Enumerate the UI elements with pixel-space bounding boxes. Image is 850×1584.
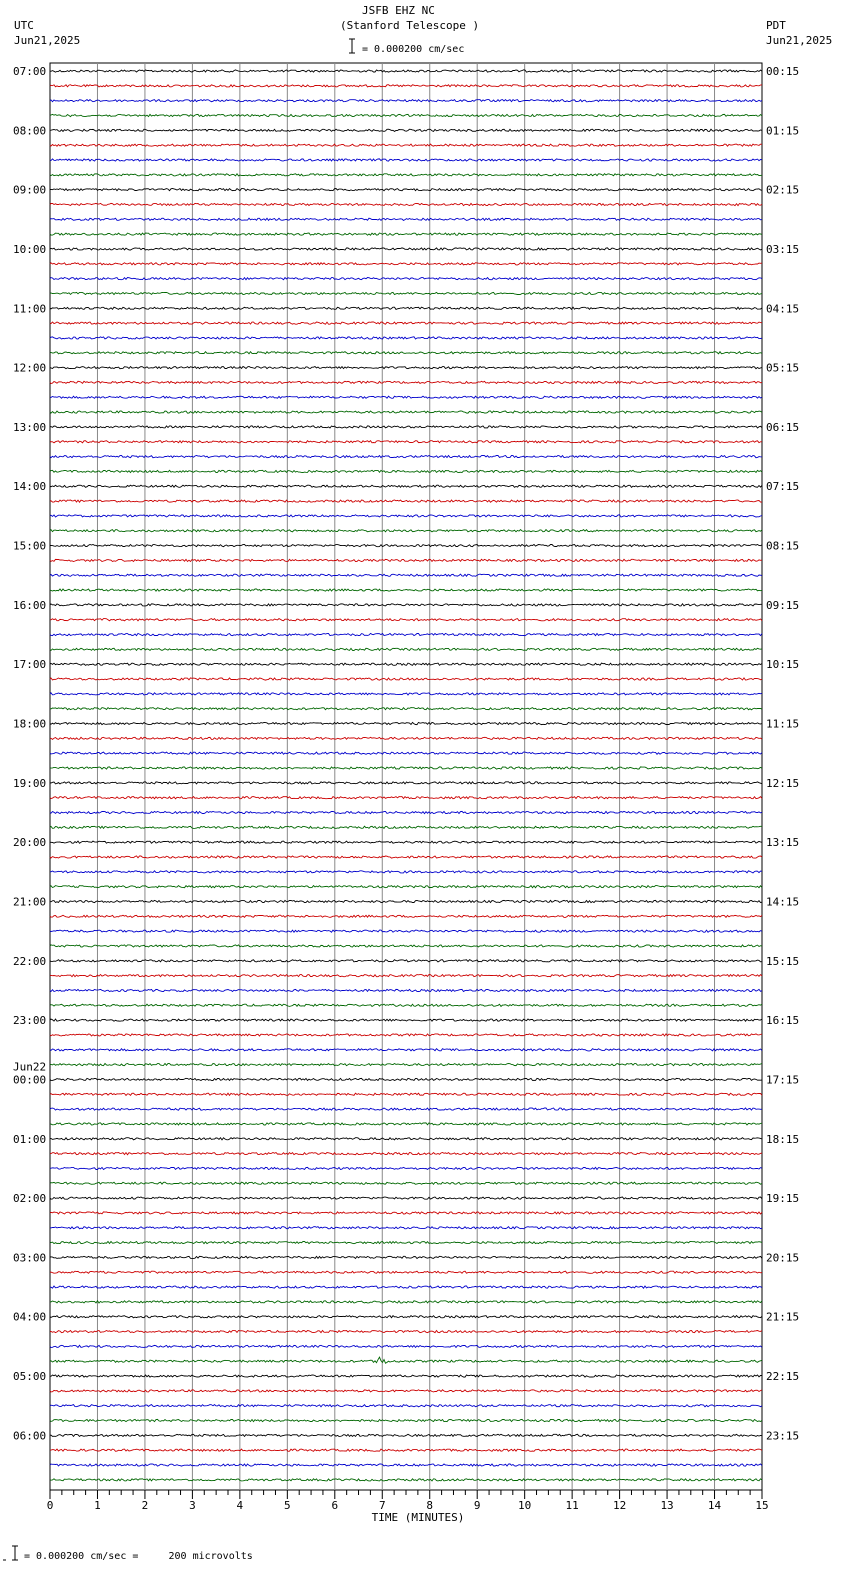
seismic-trace [50,1390,762,1392]
seismic-trace [50,1242,762,1244]
right-date: Jun21,2025 [766,34,833,47]
seismic-trace [50,1419,762,1421]
pdt-hour-label: 13:15 [766,836,800,850]
seismic-trace [50,1271,762,1273]
seismic-trace [50,945,762,947]
seismic-trace [50,871,762,873]
seismic-trace [50,811,762,813]
seismic-trace [50,678,762,680]
x-tick-label: 9 [473,1499,481,1512]
pdt-hour-label: 00:15 [766,65,800,78]
seismic-trace [50,189,762,191]
pdt-hour-label: 22:15 [766,1370,800,1384]
seismic-trace [50,485,762,487]
seismic-trace [50,767,762,769]
seismic-trace [50,1197,762,1199]
utc-hour-label: 07:00 [13,65,47,78]
seismic-trace [50,1345,762,1347]
x-tick-label: 5 [284,1499,291,1512]
seismic-trace [50,1479,762,1481]
x-tick-label: 14 [707,1499,722,1512]
x-tick-label: 11 [565,1499,579,1512]
scale-bar-icon [349,39,355,53]
x-tick-label: 8 [426,1499,434,1512]
seismic-trace [50,693,762,695]
station-title: JSFB EHZ NC [362,4,435,17]
seismic-trace [50,129,762,131]
seismic-trace [50,70,762,72]
seismic-trace [50,203,762,205]
left-date: Jun21,2025 [14,34,81,47]
seismic-trace [50,307,762,309]
seismic-trace [50,589,762,591]
seismic-trace [50,1138,762,1140]
seismic-trace [50,396,762,398]
utc-hour-label: 20:00 [13,836,47,850]
seismic-trace [50,1212,762,1214]
utc-hour-label: 13:00 [13,420,47,434]
seismic-trace [50,1004,762,1006]
utc-hour-label: 21:00 [13,895,47,909]
x-axis-title: TIME (MINUTES) [371,1511,465,1524]
right-timezone: PDT [766,19,786,32]
seismic-trace [50,989,762,991]
utc-hour-label: 17:00 [13,658,47,672]
utc-hour-label: 03:00 [13,1251,47,1265]
seismic-trace [50,441,762,443]
pdt-hour-label: 03:15 [766,242,800,256]
utc-hour-label: 08:00 [13,124,47,138]
seismic-trace [50,1049,762,1051]
x-tick-label: 1 [94,1499,101,1512]
traces [50,70,762,1481]
utc-hour-label: 05:00 [13,1370,47,1384]
seismic-trace [50,856,762,858]
scale-label: = 0.000200 cm/sec [362,44,465,55]
utc-hour-label: 12:00 [13,361,47,375]
seismic-trace [50,826,762,828]
seismic-trace [50,100,762,102]
seismic-trace [50,352,762,354]
plot-frame [50,63,762,1490]
seismic-trace [50,841,762,843]
seismic-trace [50,292,762,294]
x-tick-label: 15 [755,1499,769,1512]
pdt-hour-label: 01:15 [766,124,800,138]
seismic-trace [50,1064,762,1066]
seismic-trace [50,797,762,799]
seismic-trace [50,367,762,369]
seismic-trace [50,1108,762,1110]
seismic-trace [50,1034,762,1036]
seismic-trace [50,1464,762,1466]
left-timezone: UTC [14,19,34,32]
pdt-hour-label: 05:15 [766,361,800,375]
seismic-trace [50,174,762,176]
pdt-hour-label: 08:15 [766,539,800,553]
seismic-trace [50,263,762,265]
x-axis [47,1490,769,1524]
pdt-hour-label: 18:15 [766,1132,800,1146]
seismic-trace [50,1375,762,1377]
seismic-trace [50,500,762,502]
grid [50,63,762,1490]
utc-hour-label: 19:00 [13,776,47,790]
pdt-hour-label: 10:15 [766,658,800,672]
seismic-trace [50,248,762,250]
pdt-hour-label: 04:15 [766,302,800,316]
seismic-trace [50,886,762,888]
seismic-trace [50,1227,762,1229]
utc-hour-label: 18:00 [13,717,47,731]
seismic-trace [50,530,762,532]
seismic-trace [50,559,762,561]
seismic-trace [50,1078,762,1080]
seismic-trace [50,470,762,472]
utc-hour-label: 02:00 [13,1192,47,1206]
seismic-trace [50,85,762,87]
seismic-trace [50,619,762,621]
seismic-trace [50,1153,762,1155]
seismic-trace [50,1019,762,1021]
seismic-trace [50,1286,762,1288]
seismic-trace [50,337,762,339]
utc-hour-label: 06:00 [13,1429,47,1443]
pdt-hour-label: 12:15 [766,776,800,790]
pdt-hour-label: 06:15 [766,420,800,434]
seismic-trace [50,456,762,458]
utc-hour-label: 16:00 [13,598,47,612]
seismic-trace [50,782,762,784]
seismic-trace [50,915,762,917]
seismic-trace [50,722,762,724]
utc-hour-label: 09:00 [13,183,47,197]
x-tick-label: 10 [518,1499,532,1512]
seismic-trace [50,322,762,324]
calibration-text: = 0.000200 cm/sec = 200 microvolts [24,1551,253,1562]
seismic-trace [50,604,762,606]
seismic-trace [50,975,762,977]
pdt-hour-label: 14:15 [766,895,800,909]
seismic-trace [50,1182,762,1184]
x-tick-label: 2 [141,1499,149,1512]
x-tick-label: 3 [189,1499,196,1512]
pdt-hour-label: 16:15 [766,1014,800,1028]
seismic-trace [50,233,762,235]
seismic-trace [50,1357,762,1363]
utc-hour-label: 11:00 [13,302,47,316]
seismic-trace [50,1167,762,1169]
date-change-label: Jun22 [13,1060,47,1074]
seismic-trace [50,752,762,754]
seismic-trace [50,515,762,517]
seismic-trace [50,381,762,383]
seismic-trace [50,960,762,962]
seismic-trace [50,648,762,650]
utc-hour-label: 00:00 [13,1073,47,1087]
seismic-trace [50,737,762,739]
pdt-hour-label: 07:15 [766,480,800,494]
site-title: (Stanford Telescope ) [340,19,480,32]
calibration-bar-icon [3,1546,18,1560]
seismic-trace [50,1301,762,1303]
pdt-hour-label: 20:15 [766,1251,800,1265]
utc-hour-label: 22:00 [13,954,47,968]
pdt-hour-label: 17:15 [766,1073,800,1087]
seismic-trace [50,545,762,547]
seismic-trace [50,663,762,665]
seismic-trace [50,1316,762,1318]
seismic-trace [50,1405,762,1407]
seismic-trace [50,1256,762,1258]
seismic-trace [50,426,762,428]
pdt-hour-label: 15:15 [766,954,800,968]
seismic-trace [50,1449,762,1451]
seismic-trace [50,633,762,635]
utc-hour-label: 04:00 [13,1310,47,1324]
seismic-trace [50,574,762,576]
seismic-trace [50,278,762,280]
x-tick-label: 7 [378,1499,386,1512]
seismic-trace [50,218,762,220]
utc-hour-label: 14:00 [13,480,47,494]
utc-hour-label: 15:00 [13,539,47,553]
x-tick-label: 12 [612,1499,627,1512]
utc-hour-label: 01:00 [13,1132,47,1146]
seismic-trace [50,411,762,413]
seismic-trace [50,1331,762,1333]
pdt-hour-label: 09:15 [766,598,800,612]
x-tick-label: 0 [46,1499,54,1512]
seismic-trace [50,114,762,116]
seismic-trace [50,930,762,932]
pdt-hour-label: 23:15 [766,1429,800,1443]
seismic-trace [50,159,762,161]
pdt-hour-label: 02:15 [766,183,800,197]
utc-hour-label: 10:00 [13,242,47,256]
x-tick-label: 4 [236,1499,244,1512]
seismic-trace [50,1093,762,1095]
pdt-hour-label: 21:15 [766,1310,800,1324]
x-tick-label: 13 [660,1499,674,1512]
seismic-trace [50,708,762,710]
utc-hour-label: 23:00 [13,1014,47,1028]
seismic-trace [50,900,762,902]
seismic-trace [50,144,762,146]
seismic-trace [50,1434,762,1436]
pdt-hour-label: 19:15 [766,1192,800,1206]
x-tick-label: 6 [331,1499,339,1512]
pdt-hour-label: 11:15 [766,717,800,731]
seismic-trace [50,1123,762,1125]
